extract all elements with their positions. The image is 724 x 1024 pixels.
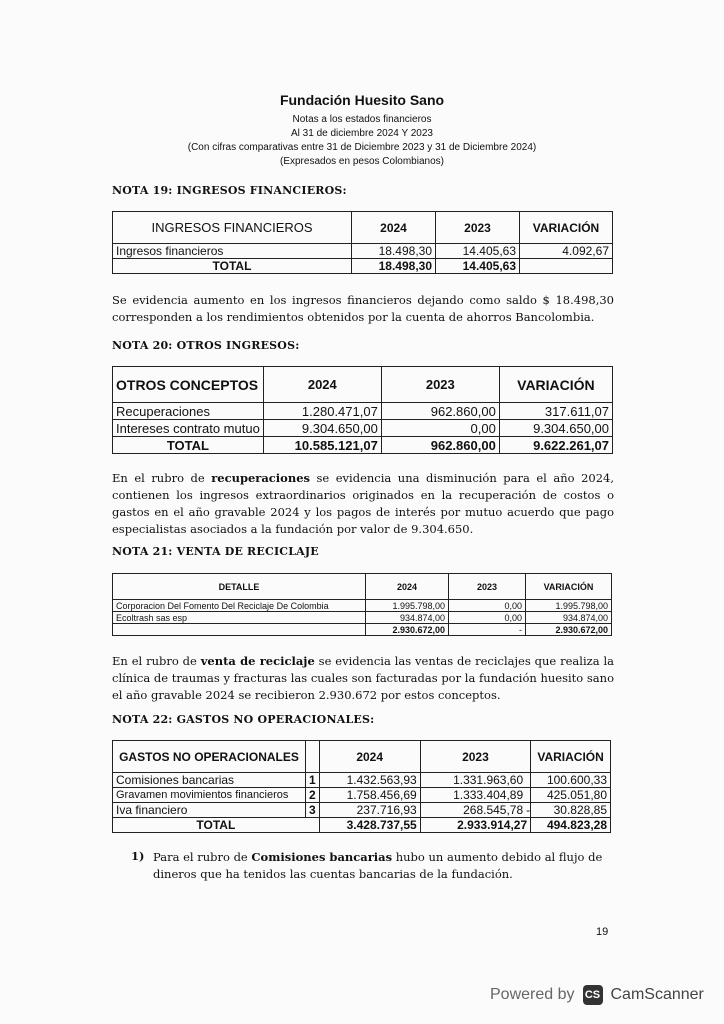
table-cell: TOTAL [113, 818, 320, 833]
table-cell: 14.405,63 [436, 259, 520, 274]
camscanner-brand: CamScanner [610, 986, 704, 1003]
nota22-table [112, 740, 611, 833]
table-cell: Corporacion Del Fomento Del Reciclaje De Colombia [113, 600, 366, 612]
table-cell: 2.930.672,00 [366, 624, 449, 636]
table-cell: Intereses contrato mutuo [113, 420, 264, 437]
nota21-heading: NOTA 21: VENTA DE RECICLAJE [112, 545, 319, 558]
nota19-col-variacion: VARIACIÓN [520, 212, 613, 244]
nota19-table [112, 211, 613, 274]
text-span: se evidencia una disminución para el año 2024, contienen los ingresos extraordinarios originados en la recuperación de costos o gastos en el año gravable 2024 y los pagos de interés por mutuo acuerdo que pago especialistas asociados a la fundación por valor de 9.304.650. [112, 471, 614, 536]
subtitle-line-1: Notas a los estados financieros [292, 114, 432, 125]
table-row [113, 600, 612, 612]
nota20-text [112, 470, 614, 538]
total-row [113, 624, 612, 636]
table-cell: 100.600,33 [531, 773, 611, 788]
nota21-col-2023: 2023 [449, 574, 526, 600]
nota22-col-2023: 2023 [420, 741, 530, 773]
text-span: se evidencia las ventas de reciclajes que realiza la clínica de traumas y fracturas las cuales son facturadas por la fundación huesito sano el año gravable 2024 se recibieron 2.930.672 por estos conceptos. [112, 654, 614, 702]
table-cell: 934.874,00 [526, 612, 612, 624]
total-row [113, 259, 613, 274]
table-cell: - [526, 803, 531, 817]
table-cell: 1.995.798,00 [366, 600, 449, 612]
nota22-col-variacion: VARIACIÓN [531, 741, 611, 773]
table-row [113, 788, 611, 803]
nota20-heading: NOTA 20: OTROS INGRESOS: [112, 339, 300, 352]
table-row [113, 773, 611, 788]
table-cell: 9.304.650,00 [263, 420, 381, 437]
nota19-col-concepto: INGRESOS FINANCIEROS [113, 212, 352, 244]
nota21-col-2024: 2024 [366, 574, 449, 600]
text-span: En el rubro de [112, 471, 212, 485]
nota21-table [112, 573, 612, 636]
list-item-number: 1) [131, 849, 145, 863]
table-cell: 1.280.471,07 [263, 403, 381, 420]
table-cell: 237.716,93 [319, 803, 420, 818]
table-row [113, 420, 613, 437]
nota20-table [112, 366, 613, 454]
table-cell: TOTAL [113, 259, 352, 274]
nota22-col-num [306, 741, 320, 773]
nota20-col-variacion: VARIACIÓN [499, 367, 612, 403]
table-cell: 18.498,30 [352, 244, 436, 259]
nota20-col-2024: 2024 [263, 367, 381, 403]
table-cell: Recuperaciones [113, 403, 264, 420]
table-cell: Ecoltrash sas esp [113, 612, 366, 624]
table-row [113, 612, 612, 624]
table-cell: 934.874,00 [366, 612, 449, 624]
table-cell: 268.545,78 [420, 803, 526, 818]
table-cell: 0,00 [449, 600, 526, 612]
table-cell: 3.428.737,55 [319, 818, 420, 833]
nota22-item-text [153, 849, 613, 883]
table-cell: 1 [306, 773, 320, 788]
page-number: 19 [596, 926, 609, 938]
table-cell: 0,00 [449, 612, 526, 624]
powered-by-text: Powered by [490, 986, 575, 1003]
text-bold: Comisiones bancarias [251, 850, 393, 864]
table-row [113, 244, 613, 259]
table-cell: TOTAL [113, 437, 264, 454]
table-cell: 30.828,85 [531, 803, 611, 818]
table-cell: Iva financiero [113, 803, 306, 818]
table-cell: 494.823,28 [531, 818, 611, 833]
nota21-col-variacion: VARIACIÓN [526, 574, 612, 600]
nota20-col-concepto: OTROS CONCEPTOS [113, 367, 264, 403]
table-row [113, 403, 613, 420]
nota22-col-concepto: GASTOS NO OPERACIONALES [113, 741, 306, 773]
table-cell: 9.622.261,07 [499, 437, 612, 454]
table-cell [113, 624, 366, 636]
nota19-heading: NOTA 19: INGRESOS FINANCIEROS: [112, 184, 347, 197]
text-bold: recuperaciones [211, 471, 311, 485]
table-cell: 2 [306, 788, 320, 803]
table-cell: - [449, 624, 526, 636]
text-span: hubo un aumento debido al flujo de dineros que ha tenidos las cuentas bancarias de la fundación. [153, 850, 603, 881]
table-cell: 317.611,07 [499, 403, 612, 420]
page-title: Fundación Huesito Sano [279, 92, 445, 108]
table-cell: 2.930.672,00 [526, 624, 612, 636]
text-bold: venta de reciclaje [200, 654, 315, 668]
total-row [113, 818, 611, 833]
table-cell: 10.585.121,07 [263, 437, 381, 454]
subtitle-line-2: Al 31 de diciembre 2024 Y 2023 [291, 128, 433, 139]
nota22-heading: NOTA 22: GASTOS NO OPERACIONALES: [112, 713, 375, 726]
table-cell: 1.995.798,00 [526, 600, 612, 612]
nota19-col-2024: 2024 [352, 212, 436, 244]
table-cell: 962.860,00 [381, 403, 499, 420]
nota20-col-2023: 2023 [381, 367, 499, 403]
nota19-col-2023: 2023 [436, 212, 520, 244]
table-cell: 1.331.963,60 [420, 773, 526, 788]
table-cell: 425.051,80 [531, 788, 611, 803]
camscanner-icon: CS [583, 985, 603, 1005]
subtitle-line-4: (Expresados en pesos Colombianos) [280, 156, 444, 167]
table-cell: 4.092,67 [520, 244, 613, 259]
camscanner-watermark [490, 985, 704, 1005]
table-cell: 2.933.914,27 [420, 818, 530, 833]
text-span: Para el rubro de [153, 850, 252, 864]
table-cell: 3 [306, 803, 320, 818]
table-cell [520, 259, 613, 274]
table-cell: 962.860,00 [381, 437, 499, 454]
table-cell: 14.405,63 [436, 244, 520, 259]
nota19-text: Se evidencia aumento en los ingresos financieros dejando como saldo $ 18.498,30 corresponden a los rendimientos obtenidos por la cuenta de ahorros Bancolombia. [112, 293, 614, 324]
table-cell: 0,00 [381, 420, 499, 437]
subtitle-line-3: (Con cifras comparativas entre 31 de Diciembre 2023 y 31 de Diciembre 2024) [187, 142, 537, 153]
table-cell: Gravamen movimientos financieros [113, 788, 306, 803]
nota22-col-2024: 2024 [319, 741, 420, 773]
table-cell: 1.432.563,93 [319, 773, 420, 788]
nota21-text [112, 653, 614, 704]
nota21-col-detalle: DETALLE [113, 574, 366, 600]
table-row [113, 803, 611, 818]
table-cell: 9.304.650,00 [499, 420, 612, 437]
table-cell: Comisiones bancarias [113, 773, 306, 788]
text-span: En el rubro de [112, 654, 201, 668]
table-cell: 1.758.456,69 [319, 788, 420, 803]
table-cell: Ingresos financieros [113, 244, 352, 259]
table-cell: 18.498,30 [352, 259, 436, 274]
total-row [113, 437, 613, 454]
table-cell: 1.333.404,89 [420, 788, 526, 803]
